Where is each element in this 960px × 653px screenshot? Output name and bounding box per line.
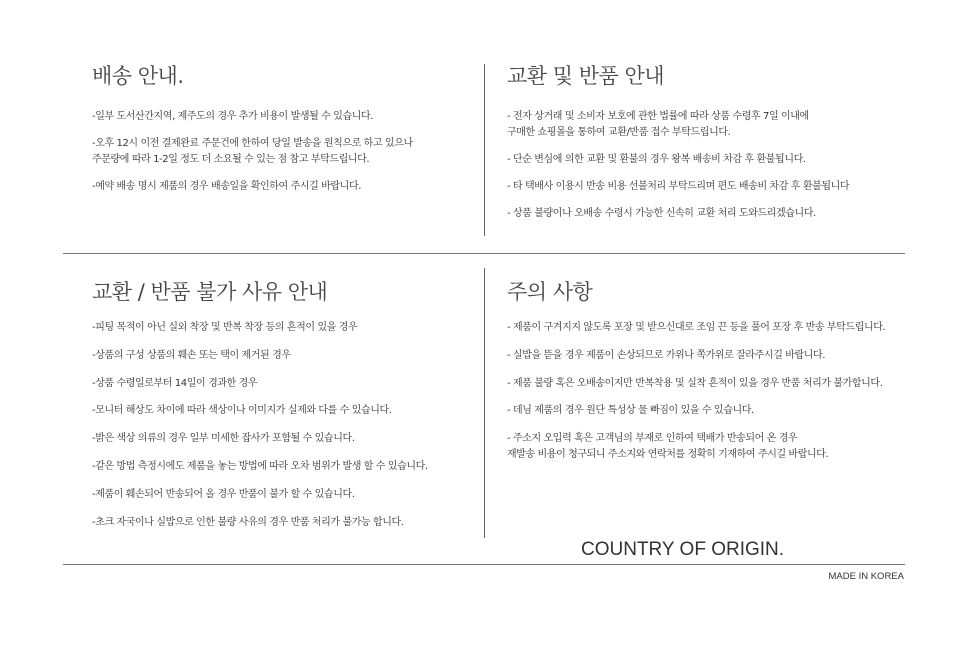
nonreturn-item: -모니터 해상도 차이에 따라 색상이나 이미지가 실제와 다를 수 있습니다. <box>92 405 392 417</box>
nonreturn-item: -같은 방법 측정시에도 제품을 놓는 방법에 따라 오차 범위가 발생 할 수 있습니다. <box>92 460 428 472</box>
nonreturn-title: 교환 / 반품 불가 사유 안내 <box>92 280 328 304</box>
nonreturn-item: -피팅 목적이 아닌 실외 착장 및 반복 착장 등의 흔적이 있을 경우 <box>92 322 358 333</box>
bottom-vertical-divider <box>484 268 485 538</box>
nonreturn-item: -상품 수령일로부터 14일이 경과한 경우 <box>92 377 258 389</box>
nonreturn-list <box>92 320 472 531</box>
shipping-section <box>92 66 472 206</box>
origin-title: COUNTRY OF ORIGIN. <box>581 539 785 560</box>
nonreturn-section <box>92 282 472 542</box>
caution-section <box>507 282 937 475</box>
exchange-section <box>507 66 927 233</box>
caution-item: - 제품 불량 혹은 오배송이지만 반복착용 및 실착 흔적이 있을 경우 반품 처리가 불가합니다. <box>507 377 883 389</box>
nonreturn-item: -밝은 색상 의류의 경우 일부 미세한 잡사가 포함될 수 있습니다. <box>92 433 355 445</box>
exchange-item: - 전자 상거래 및 소비자 보호에 관한 법률에 따라 상품 수령후 7일 이내에 구매한 쇼핑몰을 통하여 교환/반품 접수 부탁드립니다. <box>507 111 809 138</box>
nonreturn-item: -상품의 구성 상품의 훼손 또는 택이 제거된 경우 <box>92 349 291 361</box>
shipping-list <box>92 109 472 195</box>
caution-list <box>507 320 937 463</box>
exchange-title: 교환 및 반품 안내 <box>507 64 665 88</box>
shipping-item: -예약 배송 명시 제품의 경우 배송일을 확인하여 주시길 바랍니다. <box>92 181 361 192</box>
caution-item: - 주소지 오입력 혹은 고객님의 부재로 인하여 택배가 반송되어 온 경우 재발송 비용이 청구되니 주소지와 연락처를 정확히 기재하여 주시길 바랍니다. <box>507 433 829 461</box>
top-vertical-divider <box>484 64 485 236</box>
exchange-item: - 타 택배사 이용시 반송 비용 선불처리 부탁드리며 편도 배송비 차감 후 환불됩니다 <box>507 181 850 192</box>
exchange-item: - 단순 변심에 의한 교환 및 환불의 경우 왕복 배송비 차감 후 환불됩니다. <box>507 154 806 165</box>
shipping-item: -일부 도서산간지역, 제주도의 경우 추가 비용이 발생될 수 있습니다. <box>92 111 374 122</box>
shipping-title: 배송 안내. <box>92 64 184 88</box>
exchange-item: - 상품 불량이나 오배송 수령시 가능한 신속히 교환 처리 도와드리겠습니다. <box>507 208 816 219</box>
nonreturn-item: -초크 자국이나 실밥으로 인한 불량 사유의 경우 반품 처리가 불가능 합니다. <box>92 516 404 528</box>
caution-item: - 제품이 구겨지지 않도록 포장 및 받으신대로 조임 끈 등을 풀어 포장 후 반송 부탁드립니다. <box>507 322 886 333</box>
shipping-item: -오후 12시 이전 결제완료 주문건에 한하여 당일 발송을 원칙으로 하고 있으나 주문량에 따라 1-2일 정도 더 소요될 수 있는 점 참고 부탁드립니다. <box>92 138 413 165</box>
middle-horizontal-divider <box>63 253 905 254</box>
exchange-list <box>507 109 927 222</box>
bottom-horizontal-divider <box>63 564 905 565</box>
nonreturn-item: -제품이 훼손되어 반송되어 올 경우 반품이 불가 할 수 있습니다. <box>92 488 355 500</box>
caution-title: 주의 사항 <box>507 280 593 304</box>
caution-item: - 실밥을 뜯을 경우 제품이 손상되므로 가위나 쪽가위로 잘라주시길 바랍니다. <box>507 349 826 361</box>
caution-item: - 데님 제품의 경우 원단 특성상 물 빠짐이 있을 수 있습니다. <box>507 405 754 417</box>
origin-subtitle: MADE IN KOREA <box>828 571 904 582</box>
